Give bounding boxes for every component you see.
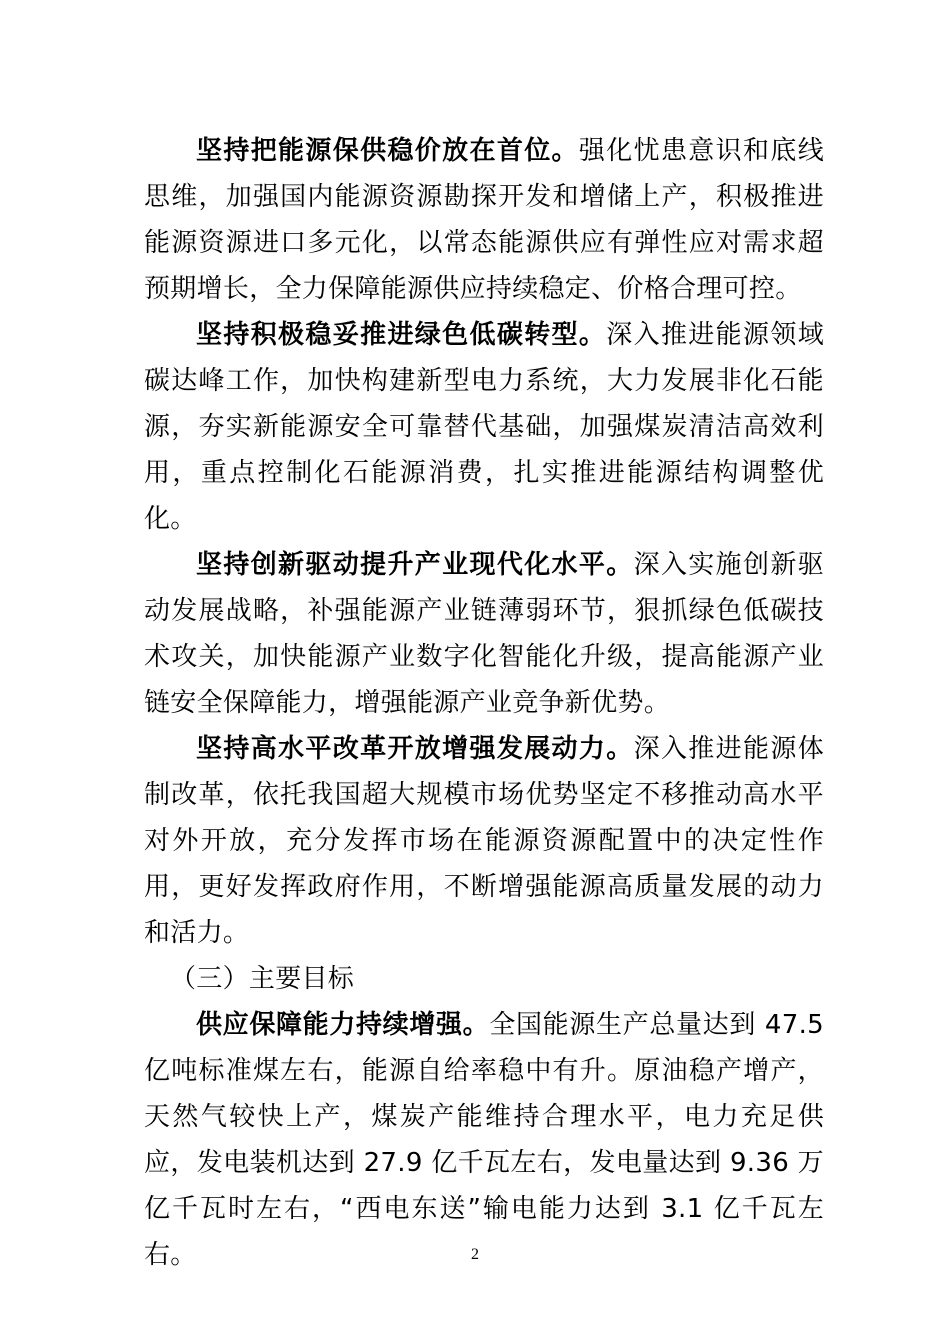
principle-2-body: 深入推进能源领域碳达峰工作，加快构建新型电力系统，大力发展非化石能源，夯实新能源安全可靠替代基础，加强煤炭清洁高效利用，重点控制化石能源消费，扎实推进能源结构调整优化。 <box>144 320 824 534</box>
principle-paragraph-3 <box>144 542 824 726</box>
principle-1-lead: 坚持把能源保供稳价放在首位。 <box>196 136 579 166</box>
body-text <box>144 128 824 1278</box>
principle-paragraph-4 <box>144 726 824 956</box>
principle-paragraph-1 <box>144 128 824 312</box>
goal-body: 全国能源生产总量达到 47.5 亿吨标准煤左右，能源自给率稳中有升。原油稳产增产，天然气较快上产，煤炭产能维持合理水平，电力充足供应，发电装机达到 27.9 亿千瓦左右，发电量达到 9.36 万亿千瓦时左右，“西电东送”输电能力达到 3.1 亿千瓦左右。 <box>144 1010 824 1270</box>
principle-3-body: 深入实施创新驱动发展战略，补强能源产业链薄弱环节，狠抓绿色低碳技术攻关，加快能源产业数字化智能化升级，提高能源产业链安全保障能力，增强能源产业竞争新优势。 <box>144 550 824 718</box>
principle-1-body: 强化忧患意识和底线思维，加强国内能源资源勘探开发和增储上产，积极推进能源资源进口多元化，以常态能源供应有弹性应对需求超预期增长，全力保障能源供应持续稳定、价格合理可控。 <box>144 136 825 304</box>
principle-2-lead: 坚持积极稳妥推进绿色低碳转型。 <box>196 320 607 350</box>
section-heading: （三）主要目标 <box>170 964 355 994</box>
goal-paragraph <box>144 1002 824 1278</box>
goal-lead: 供应保障能力持续增强。 <box>196 1010 490 1040</box>
principle-4-lead: 坚持高水平改革开放增强发展动力。 <box>196 734 634 764</box>
page-number: 2 <box>471 1246 479 1263</box>
principle-paragraph-2 <box>144 312 824 542</box>
principle-3-lead: 坚持创新驱动提升产业现代化水平。 <box>196 550 634 580</box>
principle-4-body: 深入推进能源体制改革，依托我国超大规模市场优势坚定不移推动高水平对外开放，充分发挥市场在能源资源配置中的决定性作用，更好发挥政府作用，不断增强能源高质量发展的动力和活力。 <box>144 734 824 948</box>
